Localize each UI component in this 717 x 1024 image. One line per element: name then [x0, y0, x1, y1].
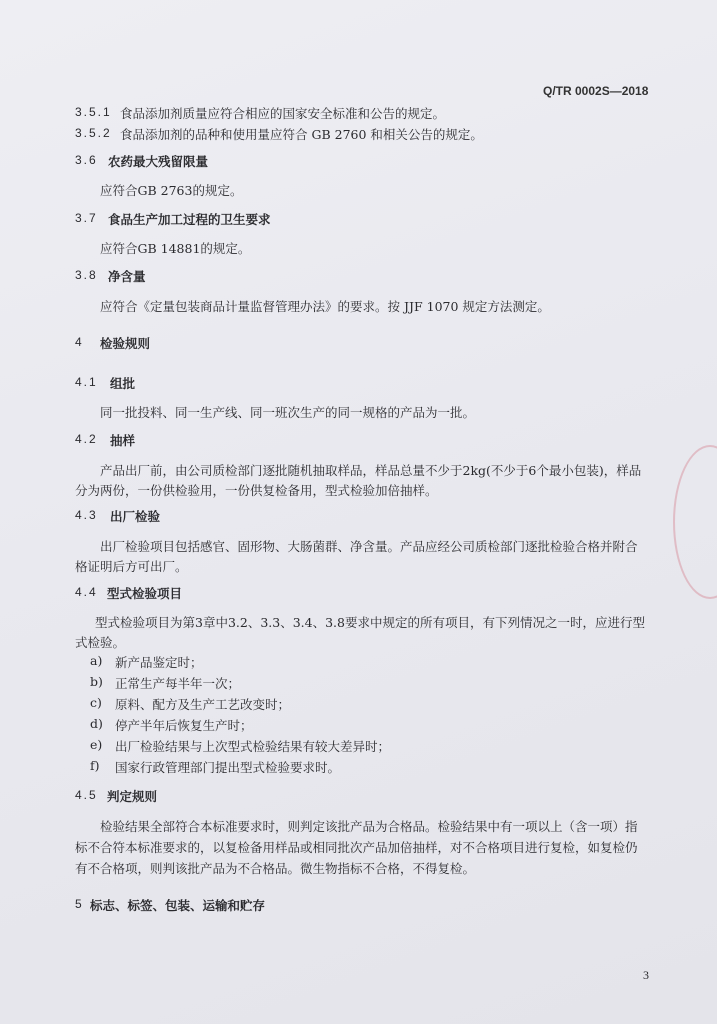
section-title: 出厂检验	[110, 509, 161, 524]
section-title: 食品生产加工过程的卫生要求	[108, 212, 271, 227]
section-number: 4.4	[75, 585, 98, 599]
chapter-number: 5	[75, 897, 84, 911]
list-item: 新产品鉴定时；	[115, 655, 203, 670]
list-item: 正常生产每半年一次；	[115, 676, 241, 691]
section-title: 判定规则	[107, 789, 158, 804]
list-marker: d)	[90, 716, 103, 731]
section-body: 应符合GB 2763的规定。	[100, 183, 243, 198]
section-number: 4.5	[75, 788, 98, 802]
section-body-line: 分为两份，一份供检验用，一份供复检备用，型式检验加倍抽样。	[75, 483, 438, 498]
section-body-line: 标不合符本标准要求的，以复检备用样品或相同批次产品加倍抽样，对不合格项目进行复检，如复检仍	[75, 840, 638, 855]
section-body-line: 出厂检验项目包括感官、固形物、大肠菌群、净含量。产品应经公司质检部门逐批检验合格并附合	[100, 539, 638, 554]
section-body-line: 有不合格项，则判该批产品为不合格品。微生物指标不合格，不得复检。	[75, 861, 476, 876]
section-body-line: 型式检验项目为第3章中3.2、3.3、3.4、3.8要求中规定的所有项目，有下列情况之一时，应进行型	[95, 615, 645, 630]
list-item: 国家行政管理部门提出型式检验要求时。	[115, 760, 341, 775]
section-number: 4.3	[75, 508, 98, 522]
document-id: Q/TR 0002S—2018	[543, 84, 649, 98]
section-title: 型式检验项目	[107, 586, 183, 601]
list-marker: f)	[90, 758, 100, 773]
section-title: 农药最大残留限量	[108, 154, 209, 169]
section-number: 3.8	[75, 268, 98, 282]
section-body: 应符合《定量包装商品计量监督管理办法》的要求。按 JJF 1070 规定方法测定。	[100, 299, 550, 314]
list-item: 出厂检验结果与上次型式检验结果有较大差异时；	[115, 739, 391, 754]
section-body-line: 检验结果全部符合本标准要求时，则判定该批产品为合格品。检验结果中有一项以上（含一项）指	[100, 819, 638, 834]
chapter-title: 检验规则	[100, 336, 151, 351]
clause-text: 食品添加剂质量应符合相应的国家安全标准和公告的规定。	[120, 106, 446, 121]
chapter-number: 4	[75, 335, 84, 349]
section-number: 3.6	[75, 153, 98, 167]
section-title: 组批	[110, 376, 136, 391]
clause-number: 3.5.2	[75, 126, 112, 140]
section-body-line: 产品出厂前，由公司质检部门逐批随机抽取样品，样品总量不少于2kg(不少于6个最小包装)，样品	[100, 463, 642, 478]
list-marker: a)	[90, 653, 103, 668]
list-marker: c)	[90, 695, 102, 710]
section-body: 同一批投料、同一生产线、同一班次生产的同一规格的产品为一批。	[100, 405, 476, 420]
section-number: 4.1	[75, 375, 98, 389]
section-number: 4.2	[75, 432, 98, 446]
clause-text: 食品添加剂的品种和使用量应符合 GB 2760 和相关公告的规定。	[120, 127, 483, 142]
section-body-line: 格证明后方可出厂。	[75, 559, 188, 574]
section-title: 抽样	[110, 433, 136, 448]
section-number: 3.7	[75, 211, 98, 225]
clause-number: 3.5.1	[75, 105, 112, 119]
list-marker: e)	[90, 737, 103, 752]
page-number: 3	[643, 968, 649, 982]
chapter-title: 标志、标签、包装、运输和贮存	[90, 898, 266, 913]
section-body: 应符合GB 14881的规定。	[100, 241, 251, 256]
list-marker: b)	[90, 674, 103, 689]
section-title: 净含量	[108, 269, 146, 284]
list-item: 原料、配方及生产工艺改变时；	[115, 697, 291, 712]
seal-stamp	[673, 445, 717, 599]
section-body-line: 式检验。	[75, 635, 126, 650]
list-item: 停产半年后恢复生产时；	[115, 718, 253, 733]
